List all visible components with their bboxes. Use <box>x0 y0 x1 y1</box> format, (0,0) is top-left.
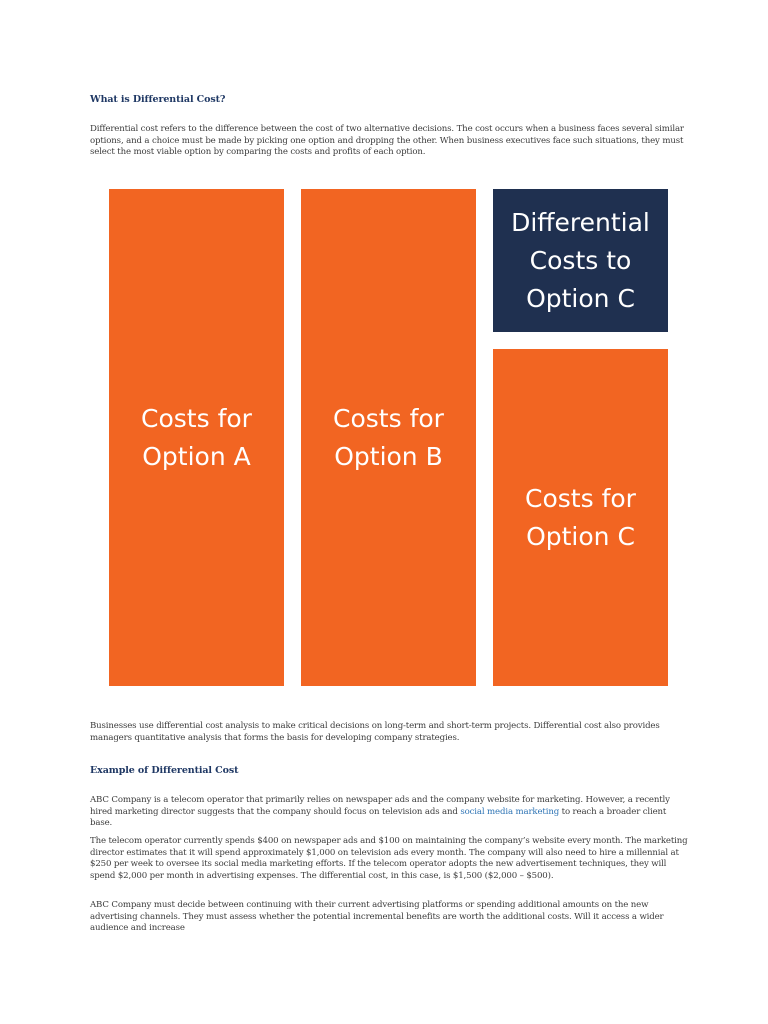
differential-costs-box <box>493 189 668 332</box>
option-b-box <box>301 189 476 686</box>
option-c-box <box>493 349 668 686</box>
example-text-after: to reach a broader client base. <box>90 806 667 829</box>
option-c-label: Costs for Option C <box>525 483 636 551</box>
example-text-before: ABC Company is a telecom operator that primarily relies on newspaper ads and the company website for marketing. However, a recently hired marketing director suggests that the company should focus on television ads and <box>90 795 670 817</box>
cost-details-paragraph: The telecom operator currently spends $400 on newspaper ads and $100 on maintaining the company’s website every month. The marketing director estimates that it will spend approximately $1,000 on television ads every month. The company will also need to hire a millennial at $250 per week to oversee its social media marketing efforts. If the telecom operator adopts the new advertisement techniques, they will spend $2,000 per month in advertising expenses. The differential cost, in this case, is $1,500 ($2,000 – $500). <box>90 836 688 881</box>
option-a-label: Costs for Option A <box>141 403 252 471</box>
section-heading-what-is: What is Differential Cost? <box>90 94 226 105</box>
intro-paragraph: Differential cost refers to the difference between the cost of two alternative decisions. The cost occurs when a business faces several similar options, and a choice must be made by picking one option and dropping the other. When business executives face such situations, they must select the most viable option by comparing the costs and profits of each option. <box>90 124 684 158</box>
decision-paragraph: ABC Company must decide between continuing with their current advertising platforms or spending additional amounts on the new advertising channels. They must assess whether the potential incremental benefits are worth the additional costs. Will it access a wider audience and increase <box>90 900 664 934</box>
option-b-label: Costs for Option B <box>333 403 444 471</box>
differential-costs-label: Differential Costs to Option C <box>511 207 650 313</box>
example-paragraph <box>90 795 690 830</box>
usage-paragraph: Businesses use differential cost analysis to make critical decisions on long-term and short-term projects. Differential cost also provides managers quantitative analysis that forms the basis for developing company strategies. <box>90 721 660 743</box>
social-media-marketing-link[interactable]: social media marketing <box>460 806 560 817</box>
section-heading-example: Example of Differential Cost <box>90 765 239 776</box>
option-a-box <box>109 189 284 686</box>
